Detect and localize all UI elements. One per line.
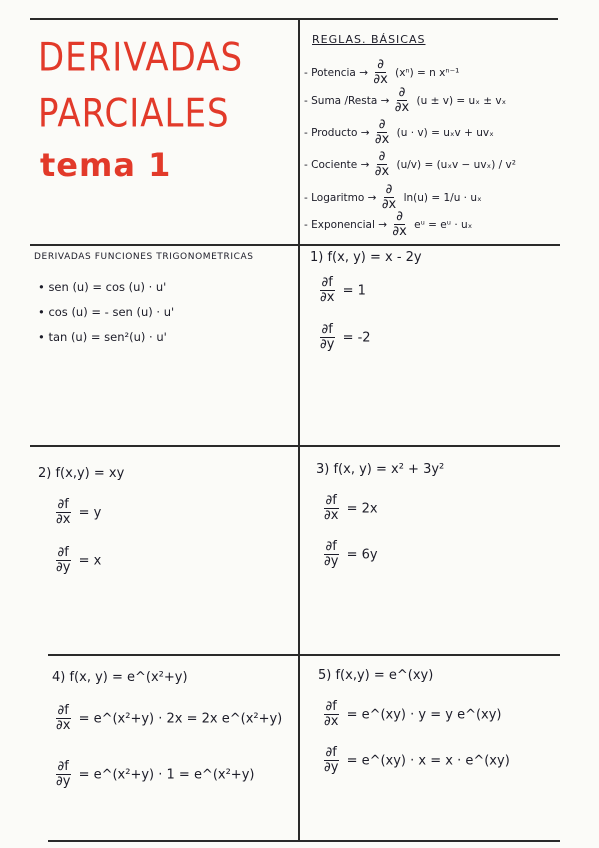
- ex5-dfdy: $\frac{\partial f}{\partial y}$ = e^(xy) · x = x · e^(xy): [324, 745, 510, 776]
- ex2-dfdx: $\frac{\partial f}{\partial x}$ = y: [56, 497, 102, 528]
- reglas-header: REGLAS. BÁSICAS: [312, 33, 426, 46]
- ex5-dfdx: $\frac{\partial f}{\partial x}$ = e^(xy) · y = y e^(xy): [324, 699, 502, 730]
- rule-expr: eᵘ = eᵘ · uₓ: [414, 218, 473, 231]
- rule-suma: - Suma /Resta → $\frac{\partial}{\partial x}$ (u ± v) = uₓ ± vₓ: [304, 85, 507, 116]
- trig-item-sen: • sen (u) = cos (u) · u': [38, 280, 167, 294]
- ex4-dfdx: $\frac{\partial f}{\partial x}$ = e^(x²+y) · 2x = 2x e^(x²+y): [56, 703, 283, 734]
- rule-name: - Cociente →: [304, 158, 370, 171]
- rule-name: - Suma /Resta →: [304, 94, 390, 107]
- trig-item-cos: • cos (u) = - sen (u) · u': [38, 305, 175, 319]
- rule-expr: (u · v) = uₓv + uvₓ: [396, 126, 494, 139]
- rule-name: - Logaritmo →: [304, 191, 377, 204]
- title-line-3: tema 1: [40, 146, 172, 184]
- rule-name: - Exponencial →: [304, 218, 388, 231]
- rule-expr: ln(u) = 1/u · uₓ: [403, 191, 482, 204]
- ex4-dfdy: $\frac{\partial f}{\partial y}$ = e^(x²+y) · 1 = e^(x²+y): [56, 759, 255, 790]
- ex4-function: 4) f(x, y) = e^(x²+y): [52, 670, 188, 685]
- rule-exponencial: - Exponencial → $\frac{\partial}{\partial x}$ eᵘ = eᵘ · uₓ: [304, 209, 473, 240]
- row-divider-2: [30, 445, 560, 447]
- ex3-function: 3) f(x, y) = x² + 3y²: [316, 462, 445, 477]
- ex1-dfdy: $\frac{\partial f}{\partial y}$ = -2: [320, 322, 371, 353]
- ex1-dfdx: $\frac{\partial f}{\partial x}$ = 1: [320, 275, 366, 306]
- top-border: [30, 18, 558, 20]
- bottom-border: [48, 840, 560, 842]
- rule-name: - Producto →: [304, 126, 370, 139]
- rule-potencia: - Potencia → $\frac{\partial}{\partial x}$ (xⁿ) = n xⁿ⁻¹: [304, 57, 460, 88]
- center-divider: [298, 18, 300, 840]
- title-line-2: PARCIALES: [38, 91, 230, 137]
- ex2-function: 2) f(x,y) = xy: [38, 466, 125, 481]
- ex3-dfdx: $\frac{\partial f}{\partial x}$ = 2x: [324, 493, 378, 524]
- rule-producto: - Producto → $\frac{\partial}{\partial x}$ (u · v) = uₓv + uvₓ: [304, 117, 494, 148]
- ex3-dfdy: $\frac{\partial f}{\partial y}$ = 6y: [324, 539, 378, 570]
- row-divider-1: [30, 244, 560, 246]
- rule-expr: (u ± v) = uₓ ± vₓ: [416, 94, 507, 107]
- title-line-1: DERIVADAS: [38, 35, 244, 81]
- ex1-function: 1) f(x, y) = x - 2y: [310, 250, 422, 265]
- trig-header: DERIVADAS FUNCIONES TRIGONOMÉTRICAS: [34, 252, 254, 262]
- rule-expr: (u/v) = (uₓv − uvₓ) / v²: [396, 158, 516, 171]
- rule-expr: (xⁿ) = n xⁿ⁻¹: [395, 66, 460, 79]
- ex2-dfdy: $\frac{\partial f}{\partial y}$ = x: [56, 545, 102, 576]
- rule-name: - Potencia →: [304, 66, 368, 79]
- rule-logaritmo: - Logaritmo → $\frac{\partial}{\partial x}$ ln(u) = 1/u · uₓ: [304, 182, 482, 213]
- ex5-function: 5) f(x,y) = e^(xy): [318, 668, 434, 683]
- rule-cociente: - Cociente → $\frac{\partial}{\partial x}$ (u/v) = (uₓv − uvₓ) / v²: [304, 149, 516, 180]
- row-divider-3: [48, 654, 560, 656]
- trig-item-tan: • tan (u) = sen²(u) · u': [38, 330, 167, 344]
